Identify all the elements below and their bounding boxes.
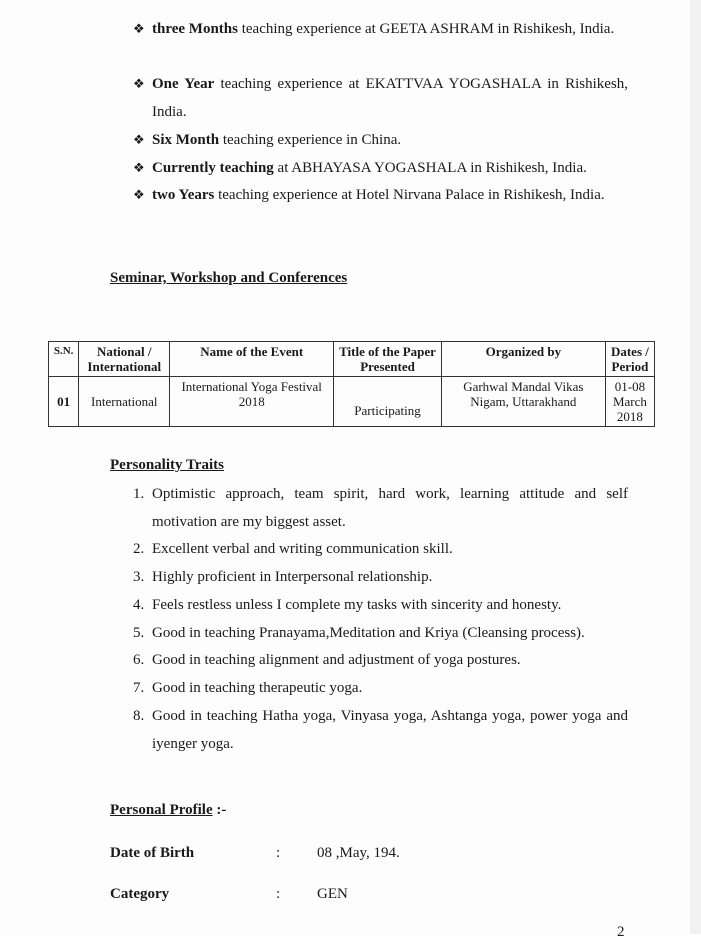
list-item: 8. Good in teaching Hatha yoga, Vinyasa yoga, Ashtanga yoga, power yoga and iyenger yoga. bbox=[133, 702, 628, 758]
experience-bold: One Year bbox=[152, 76, 215, 92]
table-cell: International Yoga Festival 2018 bbox=[170, 377, 334, 427]
profile-heading-suffix: :- bbox=[212, 802, 227, 818]
table-cell: 01 bbox=[49, 377, 79, 427]
experience-item bbox=[133, 15, 628, 43]
experience-item bbox=[133, 181, 628, 209]
profile-heading: Personal Profile bbox=[110, 802, 213, 818]
trait-text: Good in teaching therapeutic yoga. bbox=[152, 680, 363, 696]
table-row bbox=[49, 377, 655, 427]
experience-text: teaching experience in China. bbox=[219, 132, 402, 148]
experience-text: teaching experience at GEETA ASHRAM in Rishikesh, India. bbox=[237, 21, 615, 37]
experience-bold: two Years bbox=[152, 187, 215, 203]
diamond-bullet-icon: ❖ bbox=[133, 160, 145, 175]
table-header: National / International bbox=[79, 342, 170, 377]
list-item: 1. Optimistic approach, team spirit, hard work, learning attitude and self motivation are my biggest asset. bbox=[133, 480, 628, 536]
profile-label: Date of Birth bbox=[110, 845, 195, 861]
page-number: 2 bbox=[617, 924, 625, 940]
profile-colon: : bbox=[276, 886, 281, 902]
trait-text: Feels restless unless I complete my tasks with sincerity and honesty. bbox=[152, 597, 562, 613]
page-edge bbox=[690, 0, 701, 934]
seminar-table bbox=[48, 341, 655, 427]
experience-item bbox=[133, 154, 628, 182]
profile-value: 08 ,May, 194. bbox=[317, 845, 400, 861]
trait-text: Highly proficient in Interpersonal relationship. bbox=[152, 569, 433, 585]
table-cell: Garhwal Mandal Vikas Nigam, Uttarakhand bbox=[441, 377, 605, 427]
list-item: 3. Highly proficient in Interpersonal relationship. bbox=[133, 563, 628, 591]
list-item: 7. Good in teaching therapeutic yoga. bbox=[133, 674, 628, 702]
table-cell: Participating bbox=[334, 377, 442, 427]
table-header: Name of the Event bbox=[170, 342, 334, 377]
experience-text: at ABHAYASA YOGASHALA in Rishikesh, India. bbox=[273, 160, 587, 176]
experience-bold: three Months bbox=[152, 21, 238, 37]
trait-text: Excellent verbal and writing communication skill. bbox=[152, 541, 453, 557]
table-cell: International bbox=[79, 377, 170, 427]
experience-item bbox=[133, 70, 628, 126]
diamond-bullet-icon: ❖ bbox=[133, 187, 145, 202]
table-header: Title of the Paper Presented bbox=[334, 342, 442, 377]
profile-heading-line bbox=[110, 802, 226, 819]
seminar-heading: Seminar, Workshop and Conferences bbox=[110, 270, 348, 286]
experience-item bbox=[133, 126, 628, 154]
list-item: 2. Excellent verbal and writing communication skill. bbox=[133, 535, 628, 563]
profile-colon: : bbox=[276, 845, 281, 861]
profile-label: Category bbox=[110, 886, 170, 902]
table-header: S.N. bbox=[49, 342, 79, 377]
diamond-bullet-icon: ❖ bbox=[133, 132, 145, 147]
list-item: 6. Good in teaching alignment and adjustment of yoga postures. bbox=[133, 646, 628, 674]
list-item: 4. Feels restless unless I complete my tasks with sincerity and honesty. bbox=[133, 591, 628, 619]
experience-bold: Six Month bbox=[152, 132, 220, 148]
experience-text: teaching experience at EKATTVAA YOGASHALA in Rishikesh, India. bbox=[152, 76, 628, 120]
diamond-bullet-icon: ❖ bbox=[133, 21, 145, 36]
trait-text: Good in teaching Pranayama,Meditation and Kriya (Cleansing process). bbox=[152, 625, 585, 641]
experience-bold: Currently teaching bbox=[152, 160, 274, 176]
table-cell: 01-08 March 2018 bbox=[605, 377, 654, 427]
trait-text: Good in teaching Hatha yoga, Vinyasa yoga, Ashtanga yoga, power yoga and iyenger yoga. bbox=[152, 708, 628, 752]
table-header: Organized by bbox=[441, 342, 605, 377]
experience-text: teaching experience at Hotel Nirvana Palace in Rishikesh, India. bbox=[214, 187, 605, 203]
list-item: 5. Good in teaching Pranayama,Meditation and Kriya (Cleansing process). bbox=[133, 619, 628, 647]
traits-heading: Personality Traits bbox=[110, 457, 225, 473]
trait-text: Good in teaching alignment and adjustment of yoga postures. bbox=[152, 652, 521, 668]
profile-value: GEN bbox=[317, 886, 348, 902]
table-header: Dates / Period bbox=[605, 342, 654, 377]
diamond-bullet-icon: ❖ bbox=[133, 76, 145, 91]
trait-text: Optimistic approach, team spirit, hard work, learning attitude and self motivation are my biggest asset. bbox=[152, 486, 628, 530]
table-header-row bbox=[49, 342, 655, 377]
